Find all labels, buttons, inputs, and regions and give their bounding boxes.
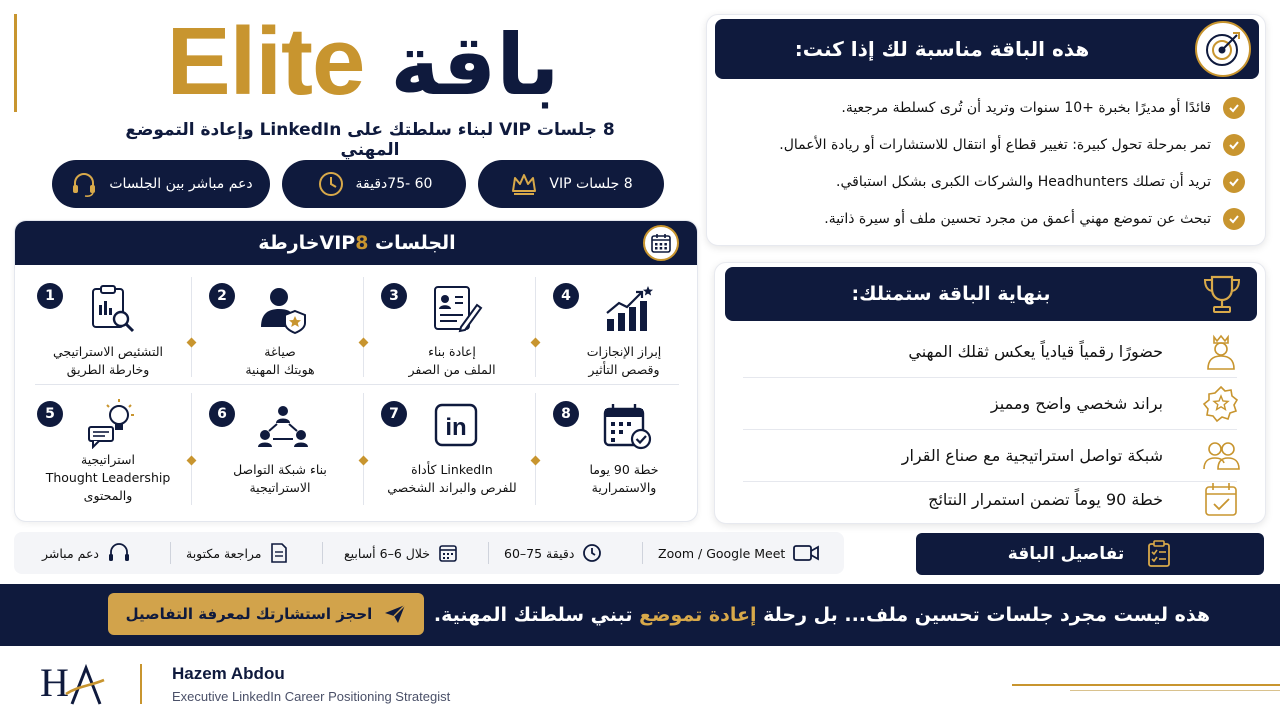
svg-text:H: H [40, 660, 69, 705]
brand-logo [38, 656, 110, 712]
pill-label: 8 جلسات VIP [549, 176, 633, 192]
roadmap-step-5 [23, 395, 193, 513]
roadmap-card [14, 220, 698, 522]
feature-pills [52, 160, 666, 208]
video-icon [793, 544, 819, 562]
page-title [138, 8, 588, 116]
roadmap-step-2 [195, 277, 365, 395]
trophy-icon [1199, 271, 1245, 317]
roadmap-step-4 [539, 277, 698, 395]
suitability-item: تريد أن تصلك Headhunters والشركات الكبرى بشكل استباقي. [725, 165, 1245, 199]
outcomes-title: بنهاية الباقة ستمتلك: [851, 283, 1051, 305]
roadmap-title-post: الجلسات VIP [319, 232, 456, 254]
roadmap-title-pre: خارطة [258, 232, 320, 254]
outcome-divider [743, 377, 1237, 378]
step-label: إبراز الإنجازات وقصص التأثير [586, 344, 662, 377]
page-subtitle: 8 جلسات VIP لبناء سلطتك على LinkedIn وإعادة التموضع المهني [125, 120, 615, 160]
step-number: 4 [553, 283, 579, 309]
step-label: LinkedIn كأداة للفرص والبراند الشخصي [387, 462, 517, 495]
pill-sessions [478, 160, 664, 208]
star-badge-icon [1201, 385, 1241, 423]
people-icon [1201, 437, 1241, 475]
strip-item-timeline: خلال 6–6 أسابيع [344, 532, 458, 574]
strip-divider [322, 542, 323, 564]
step-label: استراتيجية Thought Leadership والمحتوى [45, 452, 171, 503]
outcome-item: حضورًا رقمياً قيادياً يعكس ثقلك المهني [743, 327, 1243, 377]
header-accent-rule [14, 14, 17, 112]
strip-item-duration: 60–75 دقيقة [504, 532, 602, 574]
headset-icon [107, 542, 131, 564]
outcome-item: براند شخصي واضح ومميز [743, 379, 1243, 429]
outcome-item: شبكة تواصل استراتيجية مع صناع القرار [743, 431, 1243, 481]
step-label: صياغة هويتك المهنية [245, 344, 315, 377]
document-icon [270, 542, 288, 564]
headset-icon [69, 169, 99, 199]
strip-item-review: مراجعة مكتوبة [186, 532, 288, 574]
suitability-item: تمر بمرحلة تحول كبيرة: تغيير قطاع أو انتقال للاستشارات أو ريادة الأعمال. [725, 128, 1245, 162]
svg-text:in: in [445, 414, 467, 441]
calendar-icon [438, 543, 458, 563]
step-label: التشئيص الاستراتيجي وخارطة الطريق [53, 344, 163, 377]
step-number: 1 [37, 283, 63, 309]
title-arabic: باقة [390, 16, 560, 114]
package-details-button[interactable]: تفاصيل الباقة [916, 533, 1264, 575]
footer-divider [140, 664, 142, 704]
suitability-card [706, 14, 1266, 246]
target-icon [1195, 21, 1251, 77]
footer-accent-line [1012, 684, 1280, 686]
step-number: 8 [553, 401, 579, 427]
pill-support [52, 160, 270, 208]
leader-icon [1201, 333, 1241, 371]
step-label: بناء شبكة التواصل الاستراتيجية [233, 462, 327, 495]
clock-icon [316, 169, 346, 199]
check-icon [1223, 171, 1245, 193]
step-label: إعادة بناء الملف من الصفر [408, 344, 496, 377]
outcomes-card [714, 262, 1266, 524]
footer-accent-line [1070, 690, 1280, 691]
pill-duration [282, 160, 466, 208]
lightbulb-chat-icon [83, 397, 139, 449]
checklist-icon [1146, 540, 1172, 568]
outcome-divider [743, 429, 1237, 430]
roadmap-step-1 [23, 277, 193, 395]
user-badge-icon [255, 283, 311, 335]
check-icon [1223, 134, 1245, 156]
step-number: 5 [37, 401, 63, 427]
step-number: 6 [209, 401, 235, 427]
pill-label: 60 -75دقيقة [355, 176, 433, 192]
network-icon [255, 401, 311, 453]
step-number: 2 [209, 283, 235, 309]
linkedin-icon [427, 401, 483, 453]
title-latin: Elite [166, 8, 365, 115]
roadmap-step-8 [539, 395, 698, 513]
calendar-icon [643, 225, 679, 261]
suitability-item: قائدًا أو مديرًا بخبرة +10 سنوات وتريد أن تُرى كسلطة مرجعية. [725, 91, 1245, 125]
strip-divider [170, 542, 171, 564]
calendar-check-icon [599, 401, 655, 453]
step-number: 7 [381, 401, 407, 427]
check-icon [1223, 208, 1245, 230]
calendar-check-icon [1201, 481, 1241, 519]
footer-role: Executive LinkedIn Career Positioning Strategist [172, 689, 451, 704]
clipboard-search-icon [83, 283, 139, 335]
send-icon [384, 604, 406, 624]
roadmap-step-6 [195, 395, 365, 513]
session-info-strip [14, 532, 844, 574]
book-consultation-button[interactable]: احجز استشارتك لمعرفة التفاصيل [108, 593, 424, 635]
footer-name: Hazem Abdou [172, 664, 285, 683]
step-label: خطة 90 يوما والاستمرارية [589, 462, 659, 495]
roadmap-step-7 [367, 395, 537, 513]
crown-icon [509, 169, 539, 199]
tagline-text: هذه ليست مجرد جلسات تحسين ملف... بل رحلة إعادة تموضع تبني سلطتك المهنية. [433, 604, 1210, 626]
profile-edit-icon [427, 283, 483, 335]
strip-item-platform: Zoom / Google Meet [658, 532, 819, 574]
outcome-item: خطة 90 يوماً تضمن استمرار النتائج [743, 475, 1243, 525]
roadmap-title-num: 8 [355, 232, 369, 254]
step-number: 3 [381, 283, 407, 309]
strip-divider [488, 542, 489, 564]
roadmap-title [15, 221, 698, 265]
pill-label: دعم مباشر بين الجلسات [109, 176, 253, 192]
suitability-title: هذه الباقة مناسبة لك إذا كنت: [794, 37, 1090, 61]
strip-item-support: دعم مباشر [42, 532, 131, 574]
check-icon [1223, 97, 1245, 119]
roadmap-step-3 [367, 277, 537, 395]
growth-chart-icon [599, 283, 655, 335]
suitability-item: تبحث عن تموضع مهني أعمق من مجرد تحسين ملف أو سيرة ذاتية. [725, 202, 1245, 236]
strip-divider [642, 542, 643, 564]
clock-icon [582, 543, 602, 563]
